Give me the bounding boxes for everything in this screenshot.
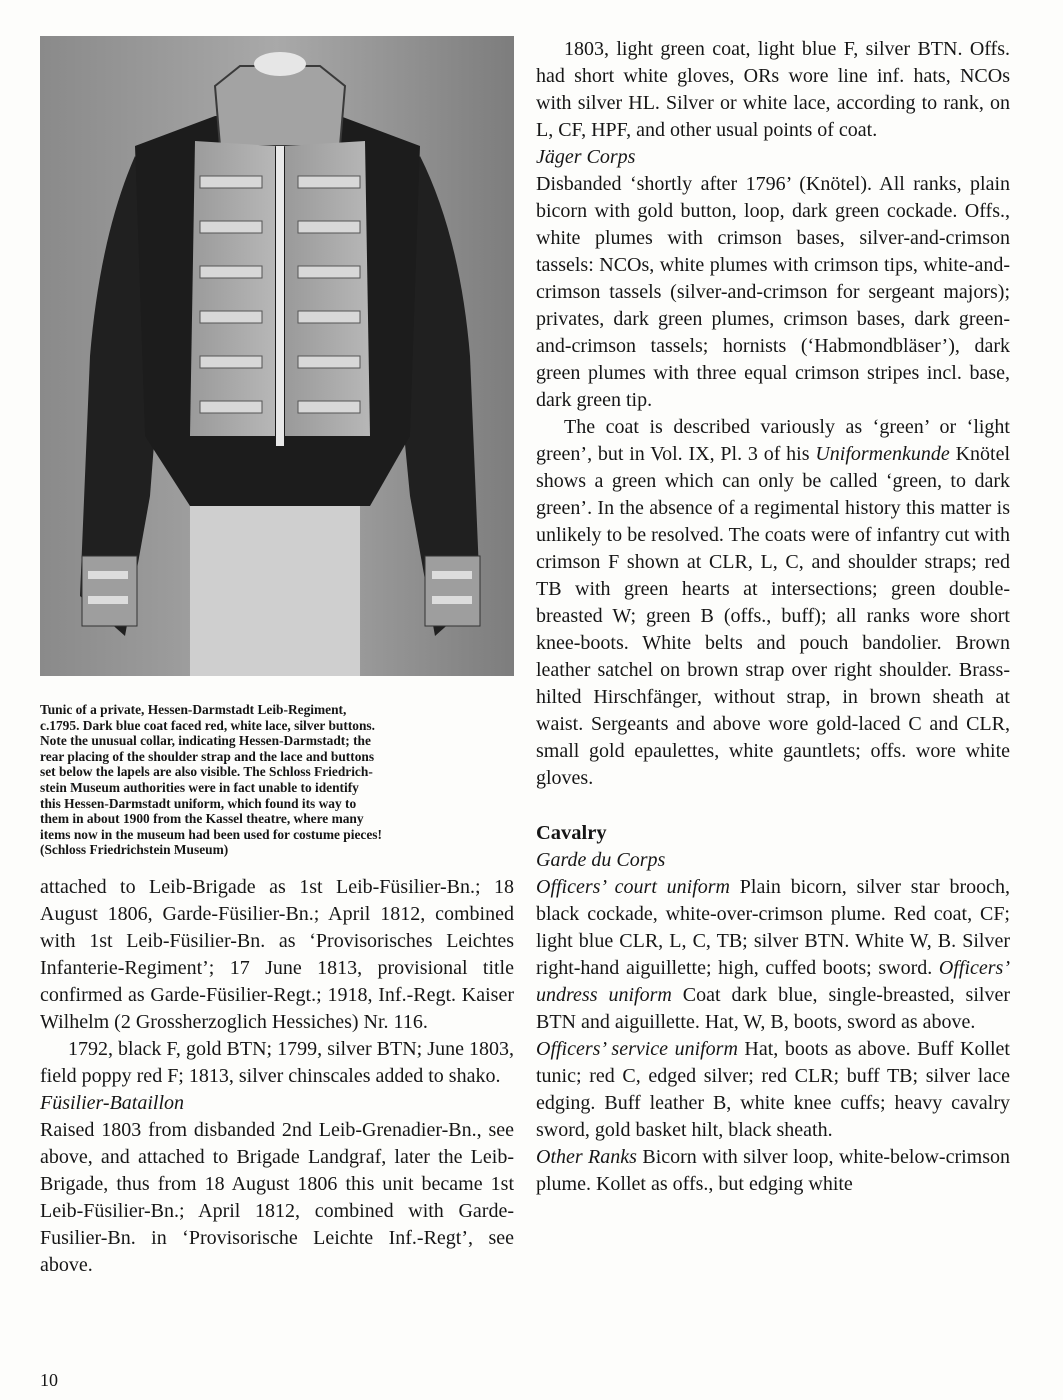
paragraph: 1792, black F, gold BTN; 1799, silver BTN; June 1803, field poppy red F; 1813, silver chinscales added to shako.	[40, 1037, 514, 1087]
text-run: Bicorn with silver loop, white-below-crimson plume. Kollet as offs., but edging white	[536, 1146, 1011, 1195]
subheading: Garde du Corps	[536, 849, 666, 871]
subheading: Jäger Corps	[536, 146, 636, 168]
paragraph: attached to Leib-Brigade as 1st Leib-Füsilier-Bn.; 18 August 1806, Garde-Füsilier-Bn.; April 1812, combined with 1st Leib-Füsilier-Bn. as ‘Provisorisches Leichtes Infanterie-Regiment’; 17 June 1813, provisional title confirmed as Garde-Füsilier-Regt.; 1918, Inf.-Regt. Kaiser Wilhelm (2 Grossherzoglich Hessiches) Nr. 116.	[40, 875, 514, 1033]
right-column	[536, 36, 1010, 1198]
text-run: Knötel shows a green which can only be called ‘green, to dark green’. In the absence of a regimental history this matter is unlikely to be resolved. The coats were of infantry cut with crimson F shown at CLR, L, C, and shoulder straps; red TB with green hearts at intersections; green double-breasted W; green B (offs., buff); all ranks wore short knee-boots. White belts and pouch bandolier. Brown leather satchel on brown strap over right shoulder. Brass-hilted Hirschfänger, without strap, in brown sheath at waist. Sergeants and above wore gold-laced C and CLR, small gold epaulettes, white gauntlets; offs. wore white gloves.	[536, 443, 1011, 789]
caption-line: (Schloss Friedrichstein Museum)	[40, 842, 229, 858]
paragraph	[536, 414, 1010, 792]
caption-line: them in about 1900 from the Kassel theatre, where many	[40, 811, 364, 827]
left-body-text	[40, 874, 514, 1279]
caption-line: items now in the museum had been used for costume pieces!	[40, 826, 382, 842]
caption-line: stein Museum authorities were in fact unable to identify	[40, 779, 359, 795]
paragraph	[536, 1144, 1010, 1198]
paragraph: Disbanded ‘shortly after 1796’ (Knötel). All ranks, plain bicorn with gold button, loop, dark green cockade. Offs., white plumes with crimson bases, silver-and-crimson tassels: NCOs, white plumes with crimson tips, white-and-crimson tassels (silver-and-crimson for sergeant majors); privates, dark green plumes, crimson bases, dark green-and-crimson tassels; hornists (‘Habmondbläser’), dark green plumes with three equal crimson stripes incl. base, dark green tip.	[536, 173, 1010, 411]
paragraph	[536, 874, 1010, 1036]
text-run: Plain bicorn, silver star brooch, black cockade, white-over-crimson plume. Red coat, CF; light blue CLR, L, C, TB; silver BTN. White W, B. Silver right-hand aiguillette; high, cuffed boots; sword.	[536, 876, 1010, 979]
caption-line: c.1795. Dark blue coat faced red, white lace, silver buttons.	[40, 717, 375, 733]
caption-line: Note the unusual collar, indicating Hessen-Darmstadt; the	[40, 733, 371, 749]
text-run: Coat dark blue, single-breasted, silver BTN and aiguillette. Hat, W, B, boots, sword as above.	[536, 984, 1010, 1033]
subheading: Füsilier-Bataillon	[40, 1091, 185, 1114]
caption-line: rear placing of the shoulder strap and the lace and buttons	[40, 748, 375, 764]
inline-label: Officers’ court uniform	[536, 876, 731, 898]
caption-line: set below the lapels are also visible. The Schloss Friedrich-	[40, 764, 373, 780]
page-number: 10	[40, 1370, 58, 1390]
text-run-italic: Uniformenkunde	[815, 443, 950, 465]
paragraph: 1803, light green coat, light blue F, silver BTN. Offs. had short white gloves, ORs wore line inf. hats, NCOs with silver HL. Silver or white lace, according to rank, on L, CF, HPF, and other usual points of coat.	[536, 38, 1010, 141]
paragraph: Raised 1803 from disbanded 2nd Leib-Grenadier-Bn., see above, and attached to Brigade Landgraf, later the Leib-Brigade, thus from 18 August 1806 this unit became 1st Leib-Füsilier-Bn.; April 1812, combined with Garde-Fusilier-Bn. in ‘Provisorische Leichte Inf.-Regt’, see above.	[40, 1118, 514, 1276]
section-heading: Cavalry	[536, 822, 607, 844]
caption-line: this Hessen-Darmstadt uniform, which found its way to	[40, 795, 357, 811]
inline-label: Other Ranks	[536, 1146, 637, 1168]
left-column	[40, 36, 514, 1279]
text-run: The coat is described variously as ‘green’ or ‘light green’, but in Vol. IX, Pl. 3 of his	[536, 416, 1010, 465]
tunic-photo	[40, 36, 514, 676]
photo-caption	[40, 702, 514, 858]
text-run: Hat, boots as above. Buff Kollet tunic; red C, edged silver; red CLR; buff TB; silver lace edging. Buff leather B, white knee cuffs; heavy cavalry sword, gold basket hilt, black sheath.	[536, 1038, 1010, 1141]
inline-label: Officers’ service uniform	[536, 1038, 738, 1060]
inline-label: Officers’ undress uniform	[536, 957, 1010, 1006]
paragraph	[536, 1036, 1010, 1144]
caption-line: Tunic of a private, Hessen-Darmstadt Leib-Regiment,	[40, 702, 347, 717]
